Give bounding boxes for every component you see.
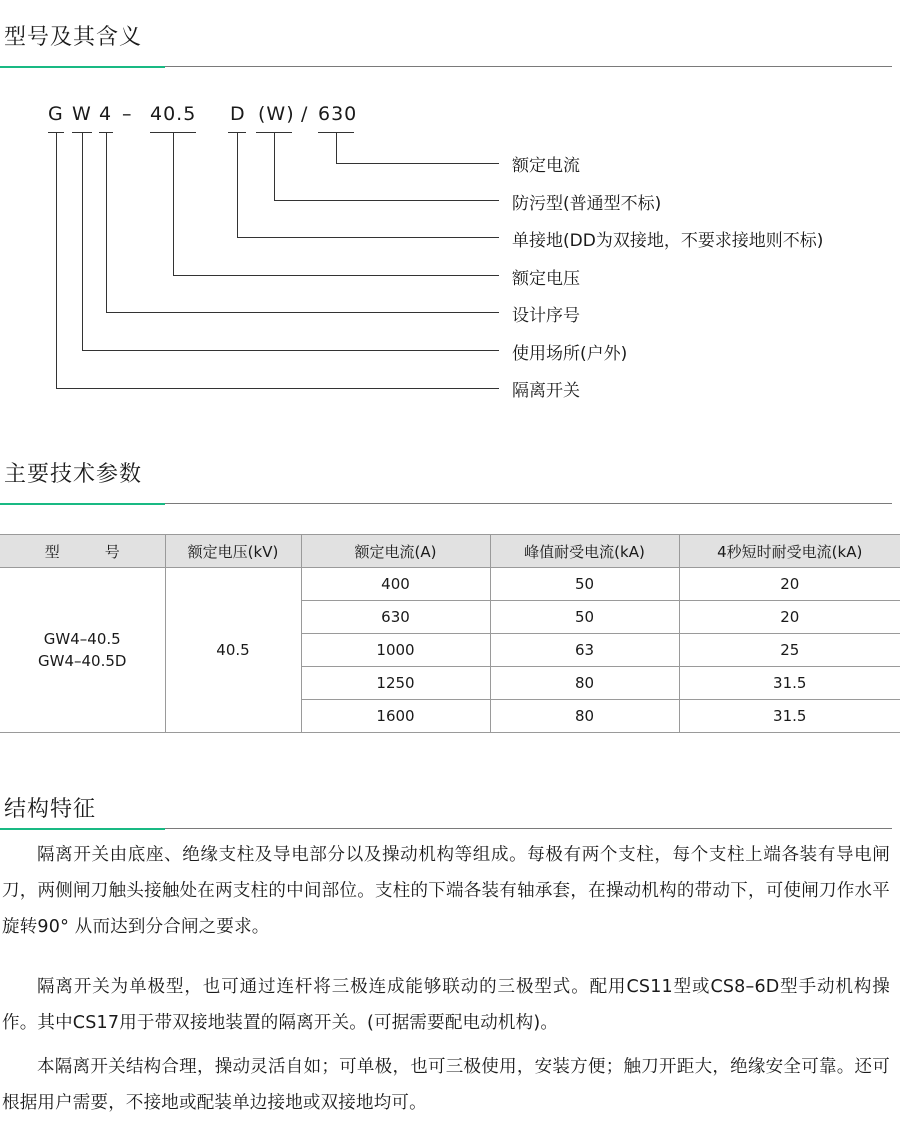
- current-cell: 1250: [301, 667, 490, 700]
- code-char-g: G: [48, 103, 64, 125]
- current-cell: 1000: [301, 634, 490, 667]
- spec-table: [0, 534, 900, 733]
- code-char-voltage: 40.5: [150, 103, 197, 125]
- code-char-4: 4: [99, 103, 113, 125]
- code-char-d: D: [230, 103, 246, 125]
- section-title-features: 结构特征: [4, 797, 97, 822]
- header-model: 型 号: [0, 535, 165, 568]
- short-cell: 25: [679, 634, 900, 667]
- header-short: 4秒短时耐受电流(kA): [679, 535, 900, 568]
- model-name: GW4–40.5: [43, 630, 121, 648]
- section-rule-accent: [0, 503, 165, 505]
- section-rule-accent: [0, 66, 165, 68]
- label-disconnector: 隔离开关: [512, 381, 580, 401]
- header-voltage: 额定电压(kV): [165, 535, 301, 568]
- leader-line: [56, 132, 499, 389]
- peak-cell: 80: [490, 667, 679, 700]
- code-char-current: 630: [318, 103, 358, 125]
- peak-cell: 50: [490, 568, 679, 601]
- label-design-number: 设计序号: [512, 306, 580, 326]
- short-cell: 31.5: [679, 700, 900, 733]
- table-row: [0, 568, 900, 601]
- code-char-w: W: [72, 103, 92, 125]
- code-char-slash: /: [301, 103, 309, 125]
- short-cell: 31.5: [679, 667, 900, 700]
- code-char-dash: –: [122, 103, 133, 125]
- section-rule: [0, 503, 892, 504]
- peak-cell: 80: [490, 700, 679, 733]
- peak-cell: 50: [490, 601, 679, 634]
- section-rule: [0, 828, 892, 829]
- label-rated-current: 额定电流: [512, 156, 580, 176]
- label-location: 使用场所(户外): [512, 344, 628, 364]
- header-current: 额定电流(A): [301, 535, 490, 568]
- current-cell: 1600: [301, 700, 490, 733]
- current-cell: 400: [301, 568, 490, 601]
- peak-cell: 63: [490, 634, 679, 667]
- model-name: GW4–40.5D: [38, 652, 127, 670]
- table-header-row: [0, 535, 900, 568]
- voltage-cell: 40.5: [165, 568, 301, 733]
- current-cell: 630: [301, 601, 490, 634]
- label-antifouling: 防污型(普通型不标): [512, 194, 662, 214]
- code-char-w-paren: (W): [258, 103, 295, 125]
- short-cell: 20: [679, 601, 900, 634]
- model-code-diagram: [0, 95, 900, 415]
- model-cell: [0, 568, 165, 733]
- feature-paragraph: 隔离开关由底座、绝缘支柱及导电部分以及操动机构等组成。每极有两个支柱，每个支柱上端各装有导电闸刀，两侧闸刀触头接触处在两支柱的中间部位。支柱的下端各装有轴承套，在操动机构的带动下，可使闸刀作水平旋转90° 从而达到分合闸之要求。: [2, 845, 890, 937]
- label-grounding: 单接地(DD为双接地，不要求接地则不标): [512, 231, 824, 251]
- section-rule: [0, 66, 892, 67]
- short-cell: 20: [679, 568, 900, 601]
- header-peak: 峰值耐受电流(kA): [490, 535, 679, 568]
- section-title-model: 型号及其含义: [4, 25, 143, 50]
- feature-paragraph: 隔离开关为单极型，也可通过连杆将三极连成能够联动的三极型式。配用CS11型或CS8–6D型手动机构操作。其中CS17用于带双接地装置的隔离开关。(可据需要配电动机构)。: [2, 977, 890, 1033]
- section-title-params: 主要技术参数: [4, 462, 143, 487]
- label-rated-voltage: 额定电压: [512, 269, 580, 289]
- feature-paragraph: 本隔离开关结构合理，操动灵活自如；可单极，也可三极使用，安装方便；触刀开距大，绝缘安全可靠。还可根据用户需要，不接地或配装单边接地或双接地均可。: [2, 1057, 890, 1113]
- section-rule-accent: [0, 828, 165, 830]
